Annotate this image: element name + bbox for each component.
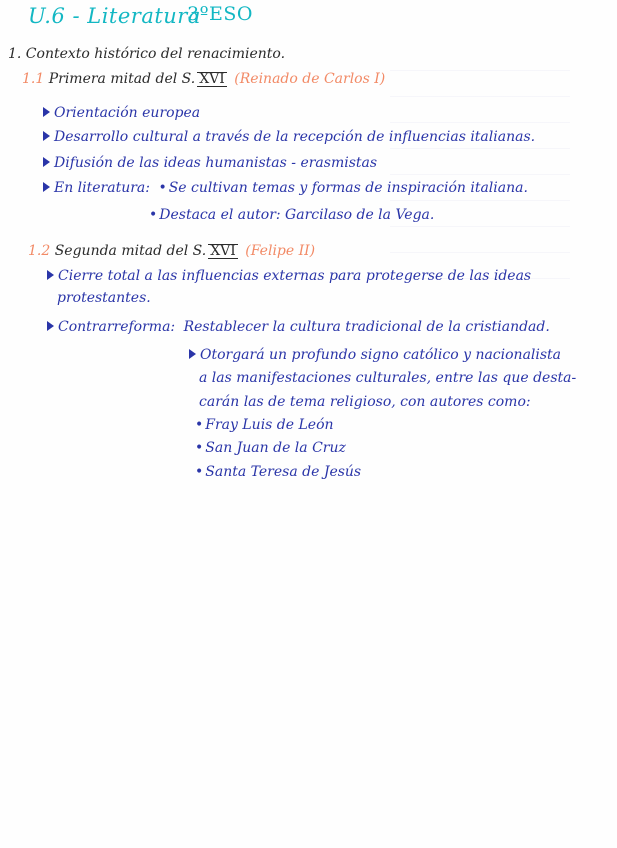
bullet-text: Desarrollo cultural a través de la recepción de influencias italianas. [54, 129, 536, 145]
sub-bullet-continuation: a las manifestaciones culturales, entre las que desta- [199, 370, 577, 386]
sub-bullet-item [189, 346, 561, 364]
course-label: 3ºESO [187, 3, 253, 25]
subsection-1-1-heading [22, 70, 385, 88]
author-item [195, 439, 346, 457]
author-item [195, 463, 361, 481]
reign-label: (Reinado de Carlos I) [234, 71, 386, 87]
bullet-item [43, 128, 535, 146]
triangle-bullet-icon [47, 321, 54, 331]
sub-bullet-text: Otorgará un profundo signo católico y nacionalista [200, 347, 562, 363]
author-item [195, 416, 334, 434]
section-heading: 1. Contexto histórico del renacimiento. [8, 46, 286, 62]
bullet-text-continuation: protestantes. [57, 290, 151, 306]
dot-bullet-icon: • [195, 417, 204, 433]
century-roman: XVI [210, 243, 236, 259]
subsection-label: Segunda mitad del S. [54, 243, 207, 259]
reign-label: (Felipe II) [245, 243, 316, 259]
triangle-bullet-icon [43, 131, 50, 141]
dot-bullet-icon: • [158, 180, 167, 196]
bullet-item [43, 179, 528, 197]
triangle-bullet-icon [43, 182, 50, 192]
author-name: San Juan de la Cruz [205, 440, 346, 456]
sub-bullet-continuation: carán las de tema religioso, con autores como: [199, 394, 531, 410]
subsection-number: 1.2 [28, 243, 51, 259]
literature-point: Se cultivan temas y formas de inspiración italiana. [168, 180, 528, 196]
triangle-bullet-icon [189, 349, 196, 359]
bullet-text: En literatura: [54, 180, 150, 196]
triangle-bullet-icon [43, 107, 50, 117]
bullet-text: Cierre total a las influencias externas para protegerse de las ideas [58, 268, 532, 284]
author-name: Fray Luis de León [205, 417, 334, 433]
bullet-text: Restablecer la cultura tradicional de la cristiandad. [183, 319, 550, 335]
dot-bullet-icon: • [149, 207, 158, 223]
bullet-text: Difusión de las ideas humanistas - erasmistas [54, 155, 378, 171]
triangle-bullet-icon [47, 270, 54, 280]
subsection-label: Primera mitad del S. [48, 71, 196, 87]
century-roman: XVI [199, 71, 225, 87]
bullet-item [47, 267, 531, 285]
bullet-item [47, 318, 550, 336]
unit-title: U.6 - Literatura [28, 4, 201, 28]
bullet-text: Orientación europea [54, 105, 201, 121]
dot-bullet-icon: • [195, 464, 204, 480]
literature-point-item [149, 206, 434, 224]
dot-bullet-icon: • [195, 440, 204, 456]
bullet-item [43, 154, 377, 172]
triangle-bullet-icon [43, 157, 50, 167]
subsection-1-2-heading [28, 242, 315, 260]
bullet-heading: Contrarreforma: [58, 319, 176, 335]
subsection-number: 1.1 [22, 71, 45, 87]
literature-point: Destaca el autor: Garcilaso de la Vega. [159, 207, 435, 223]
author-name: Santa Teresa de Jesús [205, 464, 362, 480]
bullet-item [43, 104, 200, 122]
